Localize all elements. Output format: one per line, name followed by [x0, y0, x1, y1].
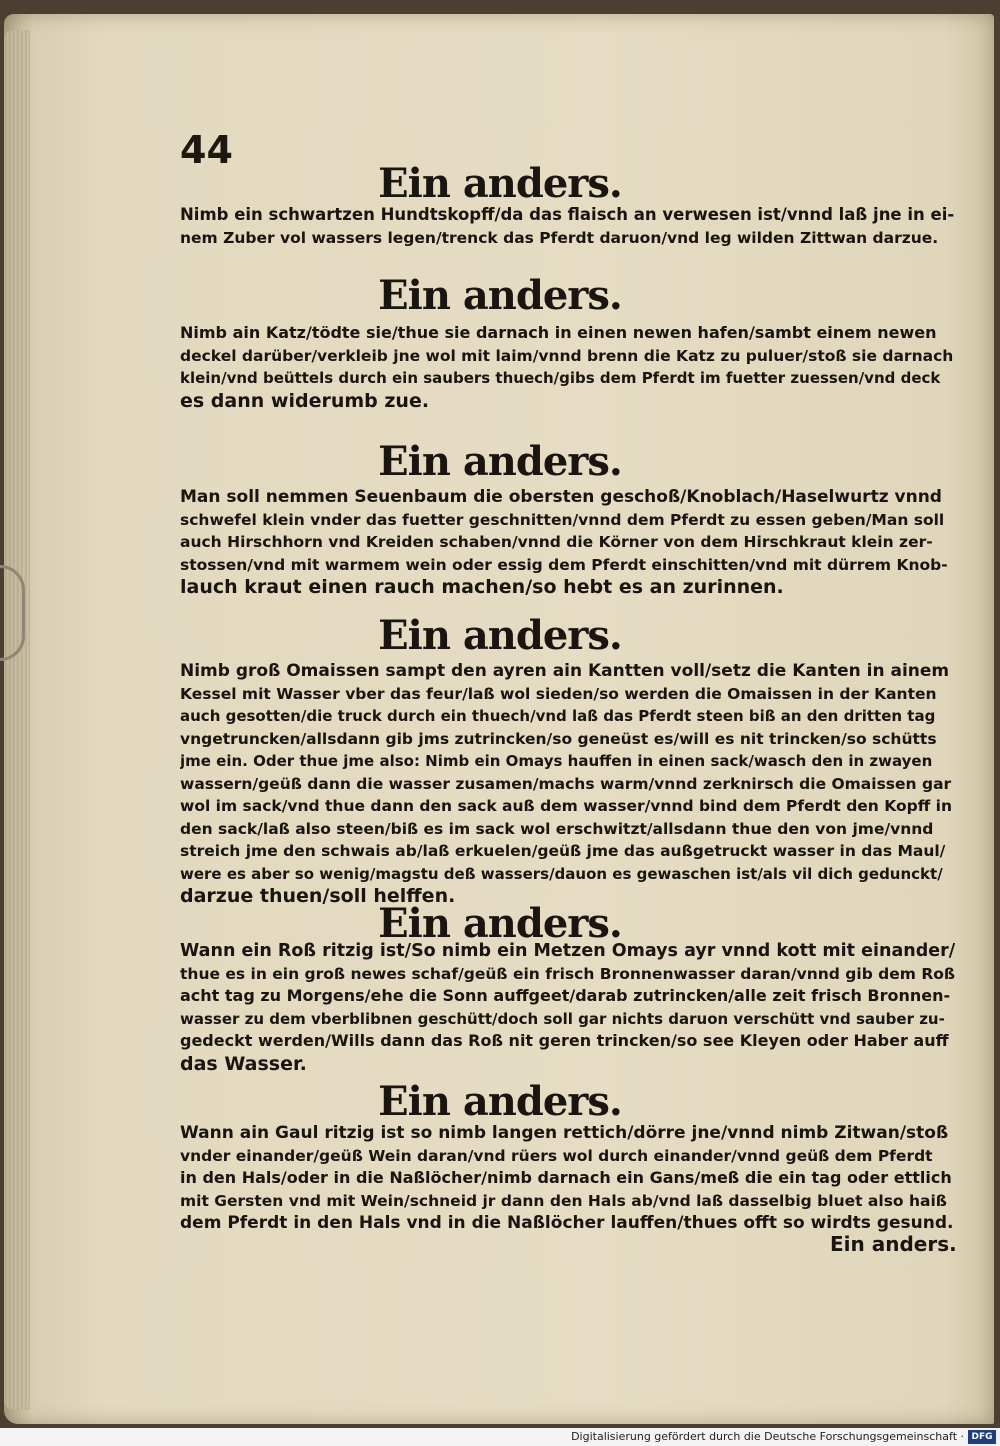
text-line: auch gesotten/die truck durch ein thuech/vnd laß das Pferdt steen biß an den dritten tag [180, 707, 936, 725]
text-line: streich jme den schwais ab/laß erkuelen/geüß jme das außgetruckt wasser in das Maul/ [180, 842, 946, 860]
text-line: mit Gersten vnd mit Wein/schneid jr dann den Hals ab/vnd laß dasselbig bluet also haiß [180, 1191, 947, 1210]
section-text-1 [180, 204, 955, 249]
text-line: Man soll nemmen Seuenbaum die obersten geschoß/Knoblach/Haselwurtz vnnd [180, 487, 942, 507]
text-line: es dann widerumb zue. [180, 389, 430, 412]
section-heading-6: Ein anders. [378, 1078, 622, 1125]
text-line: lauch kraut einen rauch machen/so hebt es an zurinnen. [180, 576, 784, 598]
section-heading-5: Ein anders. [378, 900, 622, 947]
text-line: Wann ein Roß ritzig ist/So nimb ein Metzen Omays ayr vnnd kott mit einander/ [180, 941, 955, 961]
section-heading-2: Ein anders. [378, 272, 622, 319]
text-line: auch Hirschhorn vnd Kreiden schaben/vnnd die Körner von dem Hirschkraut klein zer- [180, 533, 933, 551]
text-line: darzue thuen/soll helffen. [180, 885, 456, 907]
text-line: in den Hals/oder in die Naßlöcher/nimb darnach ein Gans/meß die ein tag oder ettlich [180, 1168, 952, 1187]
text-line: vngetruncken/allsdann gib jms zutrincken/so geneüst es/will es nit trincken/so schütts [180, 729, 937, 748]
section-text-4 [180, 660, 955, 908]
section-text-6 [180, 1122, 955, 1235]
section-text-5 [180, 940, 955, 1075]
section-text-3 [180, 486, 955, 599]
page-number: 44 [180, 128, 233, 172]
page-edges [4, 30, 30, 1410]
text-line: stossen/vnd mit warmem wein oder essig dem Pferdt einschitten/vnd mit dürrem Knob- [180, 555, 948, 574]
text-line: wasser zu dem vberblibnen geschütt/doch soll gar nichts daruon verschütt vnd sauber zu- [180, 1009, 945, 1028]
text-line: gedeckt werden/Wills dann das Roß nit geren trincken/so see Kleyen oder Haber auff [180, 1031, 949, 1050]
text-line: thue es in ein groß newes schaf/geüß ein frisch Bronnenwasser daran/vnnd gib dem Roß [180, 964, 955, 983]
text-line: schwefel klein vnder das fuetter geschnitten/vnnd dem Pferdt zu essen geben/Man soll [180, 510, 945, 529]
text-line: Nimb groß Omaissen sampt den ayren ain Kantten voll/setz die Kanten in ainem [180, 661, 950, 681]
text-line: deckel darüber/verkleib jne wol mit laim/vnnd brenn die Katz zu puluer/stoß sie darnach [180, 346, 954, 365]
catchword: Ein anders. [830, 1232, 957, 1256]
text-line: Nimb ain Katz/tödte sie/thue sie darnach in einen newen hafen/sambt einem newen [180, 323, 937, 342]
section-heading-3: Ein anders. [378, 438, 622, 485]
text-line: Kessel mit Wasser vber das feur/laß wol sieden/so werden die Omaissen in der Kanten [180, 684, 937, 703]
section-heading-1: Ein anders. [378, 160, 622, 207]
text-line: wol im sack/vnd thue dann den sack auß dem wasser/vnnd bind dem Pferdt den Kopff in [180, 797, 953, 815]
text-line: dem Pferdt in den Hals vnd in die Naßlöcher lauffen/thues offt so wirdts gesund. [180, 1213, 954, 1233]
dfg-logo: DFG [968, 1430, 996, 1444]
section-text-2 [180, 322, 955, 412]
funding-notice: Digitalisierung gefördert durch die Deutsche Forschungsgemeinschaft · [571, 1430, 964, 1443]
text-line: Nimb ein schwartzen Hundtskopff/da das flaisch an verwesen ist/vnnd laß jne in ei- [180, 205, 955, 224]
text-line: acht tag zu Morgens/ehe die Sonn auffgeet/darab zutrincken/alle zeit frisch Bronnen- [180, 986, 951, 1005]
text-line: das Wasser. [180, 1052, 307, 1075]
text-line: jme ein. Oder thue jme also: Nimb ein Omays hauffen in einen sack/wasch den in zwayen [180, 752, 933, 770]
text-line: were es aber so wenig/magstu deß wassers/dauon es gewaschen ist/als vil dich gedunckt/ [180, 864, 943, 883]
text-line: wassern/geüß dann die wasser zusamen/machs warm/vnnd zerknirsch die Omaissen gar [180, 774, 952, 793]
text-line: den sack/laß also steen/biß es im sack wol erschwitzt/allsdann thue den von jme/vnnd [180, 819, 934, 838]
section-heading-4: Ein anders. [378, 612, 622, 659]
text-line: klein/vnd beüttels durch ein saubers thuech/gibs dem Pferdt im fuetter zuessen/vnd deck [180, 369, 941, 387]
text-line: Wann ain Gaul ritzig ist so nimb langen rettich/dörre jne/vnnd nimb Zitwan/stoß [180, 1123, 949, 1143]
footer-bar [0, 1428, 1000, 1446]
text-line: vnder einander/geüß Wein daran/vnd rüers wol durch einander/vnnd geüß dem Pferdt [180, 1146, 933, 1165]
text-line: nem Zuber vol wassers legen/trenck das Pferdt daruon/vnd leg wilden Zittwan darzue. [180, 228, 939, 247]
